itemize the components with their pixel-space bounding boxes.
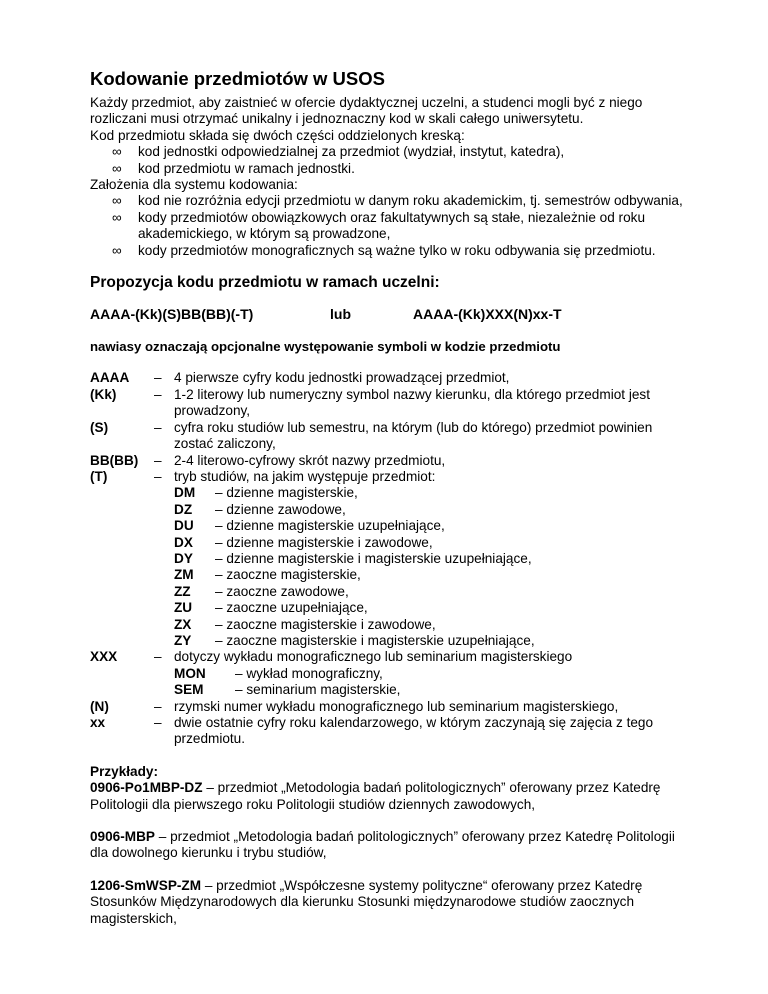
example-item: 0906-MBP – przedmiot „Metodologia badań politologicznych” oferowany przez Katedrę Politologii dla dowolnego kierunku i trybu studiów, xyxy=(90,829,675,861)
formula-middle: lub xyxy=(330,306,351,323)
assumptions-list xyxy=(90,193,690,259)
list-item: ∞ kod jednostki odpowiedzialnej za przedmiot (wydział, instytut, katedra), xyxy=(112,144,565,160)
definition-row: xx – dwie ostatnie cyfry roku kalendarzowego, w którym zaczynają się zajęcia z tego przedmiotu. xyxy=(90,715,654,747)
examples-section xyxy=(90,764,690,927)
infinity-bullet-icon: ∞ xyxy=(112,209,122,225)
page-title: Kodowanie przedmiotów w USOS xyxy=(90,68,385,89)
list-item: ∞ kody przedmiotów monograficznych są ważne tylko w roku odbywania się przedmiotu. xyxy=(112,242,656,258)
infinity-bullet-icon: ∞ xyxy=(112,160,122,176)
proposal-heading: Propozycja kodu przedmiotu w ramach uczelni: xyxy=(90,274,440,292)
code-formula xyxy=(90,306,690,324)
example-item: 1206-SmWSP-ZM – przedmiot „Współczesne systemy polityczne“ oferowany przez Katedrę Stosunków Międzynarodowych dla kierunku Stosunki międzynarodowe studiów zaocznych magisterskich, xyxy=(90,877,643,926)
definition-row: (N) – rzymski numer wykładu monograficznego lub seminarium magisterskiego, xyxy=(90,698,619,714)
study-mode-list xyxy=(174,485,690,649)
definitions-list xyxy=(90,370,690,747)
definition-row: XXX – dotyczy wykładu monograficznego lub seminarium magisterskiego MON – wykład monograficzny, SEM – seminarium magisterskie, xyxy=(90,649,690,698)
study-mode-row: ZY – zaoczne magisterskie i magisterskie uzupełniające, xyxy=(174,632,535,648)
list-item: ∞ kody przedmiotów obowiązkowych oraz fakultatywnych są stałe, niezależnie od roku akademickiego, w którym są prowadzone, xyxy=(112,209,645,242)
infinity-bullet-icon: ∞ xyxy=(112,193,122,209)
study-mode-row: DM – dzienne magisterskie, xyxy=(174,485,358,501)
list-item: ∞ kod przedmiotu w ramach jednostki. xyxy=(112,160,355,176)
study-mode-row: DU – dzienne magisterskie uzupełniające, xyxy=(174,518,445,534)
definition-row: (Kk) – 1-2 literowy lub numeryczny symbol nazwy kierunku, dla którego przedmiot jest prowadzony, xyxy=(90,386,650,419)
xxx-code-list xyxy=(174,666,690,699)
xxx-code-row: MON – wykład monograficzny, xyxy=(174,665,383,681)
study-mode-row: ZU – zaoczne uzupełniające, xyxy=(174,600,368,616)
xxx-code-row: SEM – seminarium magisterskie, xyxy=(174,682,401,698)
formula-right: AAAA-(Kk)XXX(N)xx-T xyxy=(413,306,562,323)
formula-left: AAAA-(Kk)(S)BB(BB)(-T) xyxy=(90,306,254,323)
infinity-bullet-icon: ∞ xyxy=(112,242,122,258)
example-item: 0906-Po1MBP-DZ – przedmiot „Metodologia badań politologicznych” oferowany przez Katedrę Politologii dla pierwszego roku Politologii studiów dziennych zawodowych, xyxy=(90,780,661,812)
study-mode-row: ZM – zaoczne magisterskie, xyxy=(174,567,361,583)
definition-row: BB(BB) – 2-4 literowo-cyfrowy skrót nazwy przedmiotu, xyxy=(90,452,446,468)
study-mode-row: DZ – dzienne zawodowe, xyxy=(174,501,346,517)
definition-row: (T) – tryb studiów, na jakim występuje przedmiot: DM – dzienne magisterskie, DZ – dzienne zawodowe, DU – dzienne magisterskie uzupełniające, DX – dzienne magisterskie i zawodowe, DY – dzienne magisterskie i magisterskie uzupełniające, ZM – zaoczne magisterskie, ZZ – zaoczne zawodowe, ZU – zaoczne uzupełniające, ZX – zaoczne magisterskie i zawodowe, ZY – zaoczne magisterskie i magisterskie uzupełniające, xyxy=(90,469,690,649)
study-mode-row: ZZ – zaoczne zawodowe, xyxy=(174,583,349,599)
brackets-note: nawiasy oznaczają opcjonalne występowanie symboli w kodzie przedmiotu xyxy=(90,339,561,355)
code-parts-list xyxy=(90,144,690,177)
infinity-bullet-icon: ∞ xyxy=(112,144,122,160)
document-page xyxy=(90,68,690,943)
definition-row: AAAA – 4 pierwsze cyfry kodu jednostki prowadzącej przedmiot, xyxy=(90,370,510,386)
study-mode-row: DX – dzienne magisterskie i zawodowe, xyxy=(174,534,433,550)
study-mode-row: ZX – zaoczne magisterskie i zawodowe, xyxy=(174,616,436,632)
list-item: ∞ kod nie rozróżnia edycji przedmiotu w danym roku akademickim, tj. semestrów odbywania, xyxy=(112,193,683,209)
intro-paragraph: Każdy przedmiot, aby zaistnieć w ofercie dydaktycznej uczelni, a studenci mogli być z niego rozliczani musi otrzymać unikalny i jednoznaczny kod w skali całego uniwersytetu. xyxy=(90,95,643,127)
assumptions-intro: Założenia dla systemu kodowania: xyxy=(90,177,298,193)
examples-heading: Przykłady: xyxy=(90,763,159,779)
code-parts-intro: Kod przedmiotu składa się dwóch części oddzielonych kreską: xyxy=(90,127,465,143)
study-mode-row: DY – dzienne magisterskie i magisterskie uzupełniające, xyxy=(174,550,532,566)
definition-row: (S) – cyfra roku studiów lub semestru, na którym (lub do którego) przedmiot powinien zostać zaliczony, xyxy=(90,419,653,452)
